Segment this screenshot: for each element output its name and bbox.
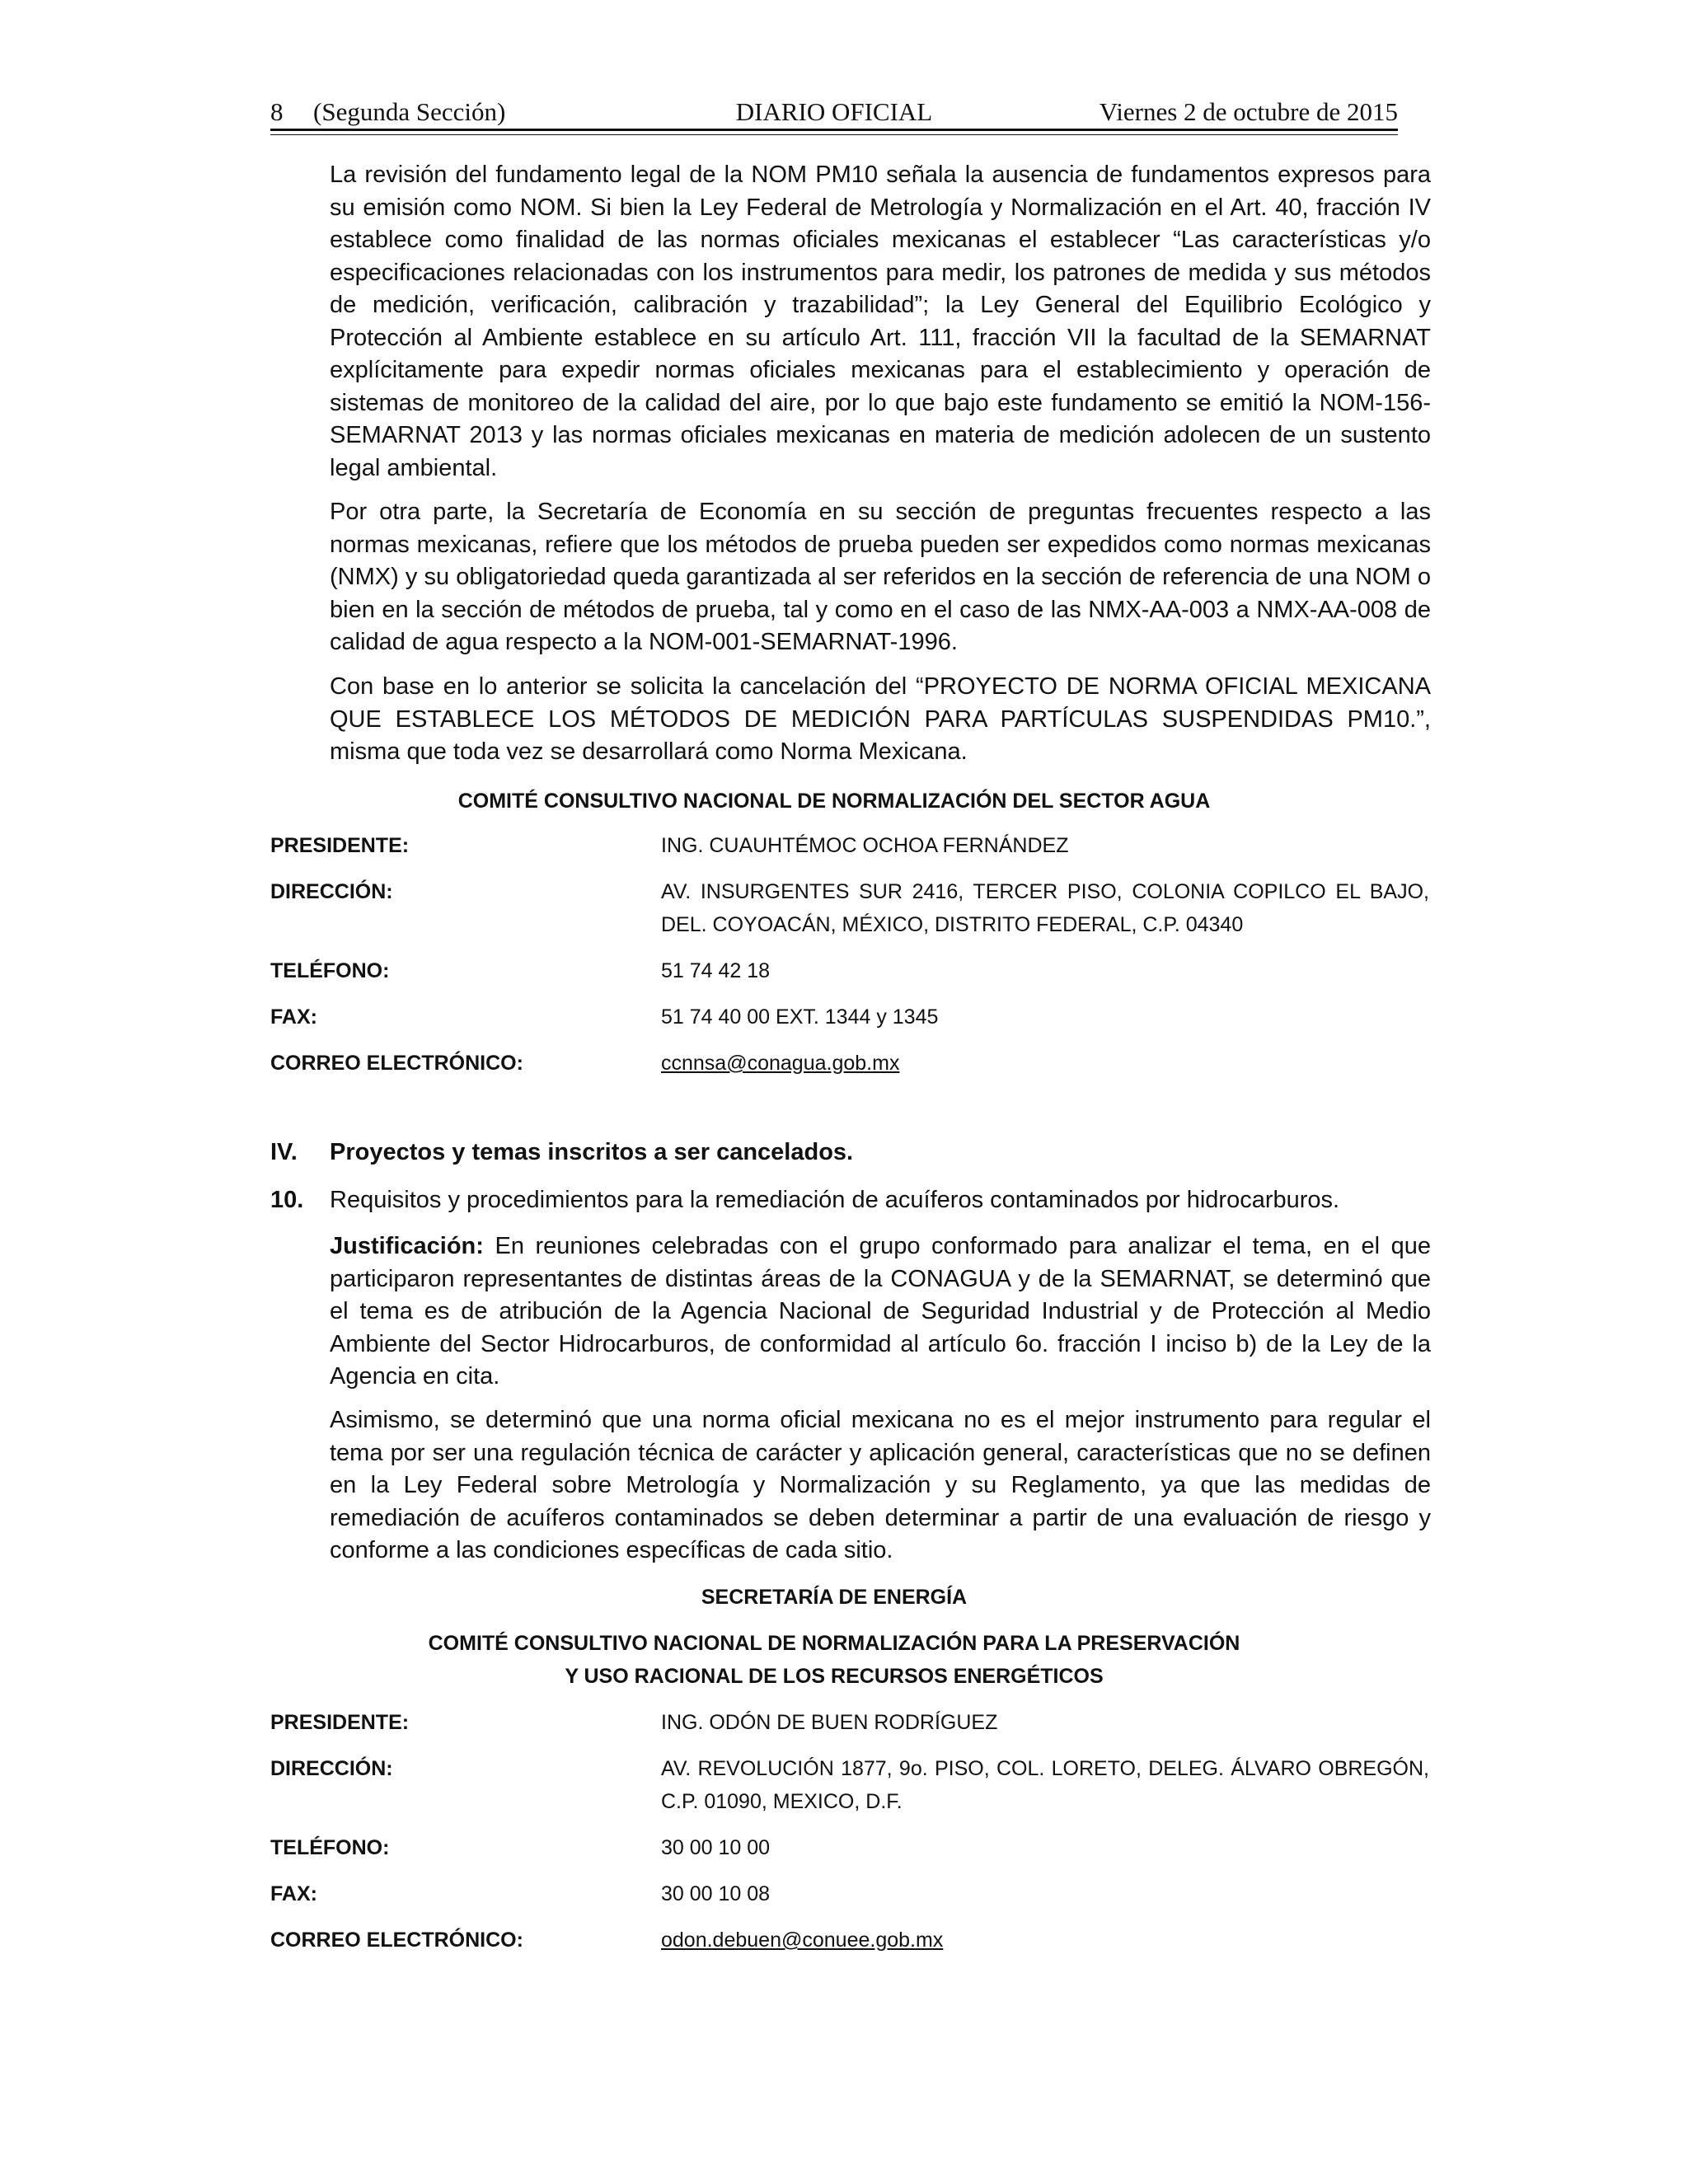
header-rule-thick — [270, 129, 1398, 131]
paragraph-secretaria-economia: Por otra parte, la Secretaría de Economía en su sección de preguntas frecuentes respecto a las normas mexicanas, refiere que los métodos de prueba pueden ser expedidos como normas mexicanas (NMX) y su obligatoriedad queda garantizada al ser referidos en la sección de referencia de una NOM o bien en la sección de métodos de prueba, tal y como en el caso de las NMX-AA-003 a NMX-AA-008 de calidad de agua respecto a la NOM-001-SEMARNAT-1996. — [330, 499, 1431, 655]
telefono-label: TELÉFONO: — [270, 959, 390, 982]
direccion-value: AV. INSURGENTES SUR 2416, TERCER PISO, COLONIA COPILCO EL BAJO, DEL. COYOACÁN, MÉXICO, DISTRITO FEDERAL, C.P. 04340 — [661, 880, 1429, 936]
publication-title: DIARIO OFICIAL — [735, 97, 933, 126]
committee-title-energia-line2: Y USO RACIONAL DE LOS RECURSOS ENERGÉTICOS — [565, 1665, 1104, 1688]
section-title: Proyectos y temas inscritos a ser cancelados. — [330, 1139, 854, 1165]
telefono-value: 51 74 42 18 — [661, 959, 771, 982]
fax-value: 51 74 40 00 EXT. 1344 y 1345 — [661, 1005, 939, 1029]
presidente-label: PRESIDENTE: — [270, 834, 410, 857]
direccion-label: DIRECCIÓN: — [270, 880, 393, 903]
correo-link[interactable]: ccnnsa@conagua.gob.mx — [661, 1052, 900, 1075]
item-title: Requisitos y procedimientos para la remediación de acuíferos contaminados por hidrocarburos. — [330, 1187, 1340, 1213]
paragraph-fundamento: La revisión del fundamento legal de la NOM PM10 señala la ausencia de fundamentos expresos para su emisión como NOM. Si bien la Ley Federal de Metrología y Normalización en el Art. 40, fracción IV establece como finalidad de las normas oficiales mexicanas el establecer “Las características y/o especificaciones relacionadas con los instrumentos para medir, los patrones de medida y sus métodos de medición, verificación, calibración y trazabilidad”; la Ley General del Equilibrio Ecológico y Protección al Ambiente establece en su artículo Art. 111, fracción VII la facultad de la SEMARNAT explícitamente para expedir normas oficiales mexicanas para el establecimiento y operación de sistemas de monitoreo de la calidad del aire, por lo que bajo este fundamento se emitió la NOM-156-SEMARNAT 2013 y las normas oficiales mexicanas en materia de medición adolecen de un sustento legal ambiental. — [330, 162, 1431, 481]
justificacion-text: En reuniones celebradas con el grupo conformado para analizar el tema, en el que participaron representantes de distintas áreas de la CONAGUA y de la SEMARNAT, se determinó que el tema es de atribución de la Agencia Nacional de Seguridad Industrial y de Protección al Medio Ambiente del Sector Hidrocarburos, de conformidad al artículo 6o. fracción I inciso b) de la Ley de la Agencia en cita. — [330, 1233, 1431, 1390]
direccion-label: DIRECCIÓN: — [270, 1757, 393, 1780]
correo-label: CORREO ELECTRÓNICO: — [270, 1052, 523, 1075]
secretaria-energia-title: SECRETARÍA DE ENERGÍA — [701, 1586, 968, 1609]
fax-label: FAX: — [270, 1882, 317, 1905]
fax-label: FAX: — [270, 1005, 317, 1029]
header-rule-thin — [270, 134, 1398, 135]
paragraph-asimismo: Asimismo, se determinó que una norma oficial mexicana no es el mejor instrumento para regular el tema por ser una regulación técnica de carácter y aplicación general, características que no se definen en la Ley Federal sobre Metrología y Normalización y su Reglamento, ya que las medidas de remediación de acuíferos contaminados se deben determinar a partir de una evaluación de riesgo y conforme a las condiciones específicas de cada sitio. — [330, 1407, 1431, 1563]
fax-value: 30 00 10 08 — [661, 1882, 771, 1905]
correo-link[interactable]: odon.debuen@conuee.gob.mx — [661, 1929, 944, 1952]
presidente-value: ING. CUAUHTÉMOC OCHOA FERNÁNDEZ — [661, 834, 1069, 857]
page-header — [270, 89, 1398, 130]
presidente-value: ING. ODÓN DE BUEN RODRÍGUEZ — [661, 1711, 998, 1734]
paragraph-justificacion — [330, 1230, 1431, 1394]
telefono-label: TELÉFONO: — [270, 1836, 390, 1859]
committee-title-energia-line1: COMITÉ CONSULTIVO NACIONAL DE NORMALIZACIÓN PARA LA PRESERVACIÓN — [428, 1632, 1240, 1655]
paragraph-cancelacion: Con base en lo anterior se solicita la cancelación del “PROYECTO DE NORMA OFICIAL MEXICANA QUE ESTABLECE LOS MÉTODOS DE MEDICIÓN PARA PARTÍCULAS SUSPENDIDAS PM10.”, misma que toda vez se desarrollará como Norma Mexicana. — [330, 673, 1431, 765]
section-label: (Segunda Sección) — [313, 97, 506, 126]
justificacion-label: Justificación: — [330, 1233, 484, 1259]
telefono-value: 30 00 10 00 — [661, 1836, 771, 1859]
presidente-label: PRESIDENTE: — [270, 1711, 410, 1734]
direccion-value: AV. REVOLUCIÓN 1877, 9o. PISO, COL. LORETO, DELEG. ÁLVARO OBREGÓN, C.P. 01090, MEXICO, D.F. — [661, 1757, 1429, 1813]
item-number: 10. — [270, 1187, 304, 1213]
committee-title-agua: COMITÉ CONSULTIVO NACIONAL DE NORMALIZACIÓN DEL SECTOR AGUA — [457, 790, 1211, 813]
page-number: 8 — [270, 97, 284, 126]
publication-date: Viernes 2 de octubre de 2015 — [1099, 97, 1398, 126]
correo-label: CORREO ELECTRÓNICO: — [270, 1929, 523, 1952]
section-number: IV. — [270, 1139, 298, 1165]
